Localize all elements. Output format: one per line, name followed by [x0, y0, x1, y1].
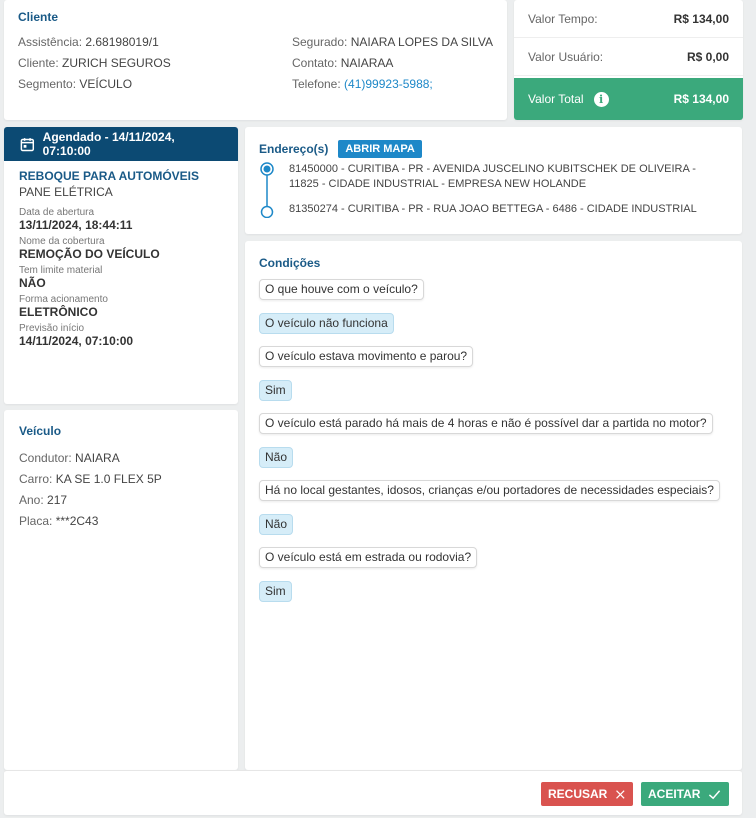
condicao-resposta: Sim: [259, 380, 292, 401]
cliente-title: Cliente: [18, 10, 59, 24]
check-icon: [708, 788, 721, 801]
condicao-pergunta: O veículo está em estrada ou rodovia?: [259, 547, 477, 568]
segurado-label: Segurado:: [291, 35, 351, 49]
valores-card: [514, 0, 743, 120]
recusar-button[interactable]: [541, 782, 633, 806]
segmento-line: [18, 74, 292, 95]
assistencia-label: Assistência:: [18, 35, 86, 49]
valor-total-value: R$ 134,00: [673, 92, 729, 106]
carro-line: [19, 469, 223, 490]
segurado-value: NAIARA LOPES DA SILVA: [350, 35, 493, 49]
valor-tempo-row: [514, 0, 743, 38]
agendado-header-text: Agendado - 14/11/2024, 07:10:00: [42, 130, 175, 158]
condicao-pergunta: O que houve com o veículo?: [259, 279, 424, 300]
limite-material-label: Tem limite material: [19, 265, 103, 276]
condicao-resposta: Sim: [259, 581, 292, 602]
service-title: REBOQUE PARA AUTOMÓVEIS: [19, 169, 200, 183]
cobertura-label: Nome da cobertura: [19, 236, 105, 247]
forma-acionamento-label: Forma acionamento: [19, 294, 108, 305]
placa-label: Placa:: [19, 514, 56, 528]
previsao-inicio-label: Previsão início: [19, 323, 85, 334]
cliente-line: [18, 53, 292, 74]
valor-total-label: Valor Total: [528, 92, 584, 106]
placa-line: [19, 511, 223, 532]
endereco-card: [245, 127, 742, 234]
ano-label: Ano:: [19, 493, 48, 507]
valor-tempo-value: R$ 134,00: [673, 11, 729, 26]
carro-value: KA SE 1.0 FLEX 5P: [55, 472, 162, 486]
condicao-pergunta: O veículo está parado há mais de 4 horas e não é possível dar a partida no motor?: [259, 413, 713, 434]
data-abertura-label: Data de abertura: [19, 207, 95, 218]
condutor-value: NAIARA: [75, 451, 120, 465]
route-timeline-icon: [259, 162, 279, 218]
calendar-icon: [20, 137, 35, 152]
condutor-label: Condutor:: [19, 451, 76, 465]
endereco-destino: 81350274 - CURITIBA - PR - RUA JOAO BETTEGA - 6486 - CIDADE INDUSTRIAL: [289, 203, 697, 215]
endereco-title: Endereço(s): [259, 142, 329, 156]
valor-usuario-row: [514, 38, 743, 76]
cliente-label: Cliente:: [18, 56, 63, 70]
recusar-label: RECUSAR: [548, 787, 608, 801]
service-subtitle: PANE ELÉTRICA: [19, 185, 113, 199]
valor-tempo-label: Valor Tempo:: [528, 11, 598, 26]
valor-usuario-value: R$ 0,00: [686, 49, 729, 64]
data-abertura-value: 13/11/2024, 18:44:11: [19, 218, 133, 232]
footer-actions: [4, 770, 742, 815]
abrir-mapa-button[interactable]: ABRIR MAPA: [338, 140, 421, 158]
assistencia-value: 2.68198019/1: [85, 35, 159, 49]
previsao-inicio-value: 14/11/2024, 07:10:00: [19, 334, 134, 348]
close-icon: [615, 788, 626, 801]
info-icon[interactable]: i: [594, 92, 609, 107]
forma-acionamento-value: ELETRÔNICO: [19, 305, 98, 319]
cobertura-value: REMOÇÃO DO VEÍCULO: [19, 247, 160, 261]
segmento-value: VEÍCULO: [79, 77, 133, 91]
limite-material-value: NÃO: [19, 276, 46, 290]
aceitar-button[interactable]: [641, 782, 729, 806]
ano-value: 217: [47, 493, 68, 507]
ano-line: [19, 490, 223, 511]
valor-usuario-label: Valor Usuário:: [528, 49, 604, 64]
condicao-resposta: Não: [259, 447, 293, 468]
telefone-link[interactable]: (41)99923-5988;: [344, 77, 433, 91]
carro-label: Carro:: [19, 472, 56, 486]
telefone-line: [292, 74, 493, 95]
condicao-pergunta: Há no local gestantes, idosos, crianças e/ou portadores de necessidades especiais?: [259, 480, 720, 501]
veiculo-title: Veículo: [19, 424, 62, 438]
contato-value: NAIARAA: [340, 56, 394, 70]
veiculo-card: [4, 410, 238, 770]
condicoes-card: [245, 241, 742, 770]
agendado-header: [4, 127, 238, 161]
cliente-value: ZURICH SEGUROS: [62, 56, 171, 70]
contato-line: [292, 53, 493, 74]
telefone-label: Telefone:: [291, 77, 345, 91]
placa-value: ***2C43: [55, 514, 99, 528]
condutor-line: [19, 448, 223, 469]
cliente-card: [4, 0, 507, 120]
segmento-label: Segmento:: [18, 77, 80, 91]
condicoes-title: Condições: [259, 256, 321, 270]
segurado-line: [292, 32, 493, 53]
agendado-card: [4, 127, 238, 404]
aceitar-label: ACEITAR: [648, 787, 701, 801]
valor-total-row: [514, 78, 743, 120]
valor-total-label-group: [528, 92, 609, 107]
condicao-resposta: O veículo não funciona: [259, 313, 394, 334]
condicao-resposta: Não: [259, 514, 293, 535]
contato-label: Contato:: [291, 56, 341, 70]
endereco-origem: 81450000 - CURITIBA - PR - AVENIDA JUSCELINO KUBITSCHEK DE OLIVEIRA - 11825 - CIDADE INDUSTRIAL - EMPRESA NEW HOLANDE: [289, 163, 696, 190]
assistencia-line: [18, 32, 292, 53]
condicao-pergunta: O veículo estava movimento e parou?: [259, 346, 473, 367]
